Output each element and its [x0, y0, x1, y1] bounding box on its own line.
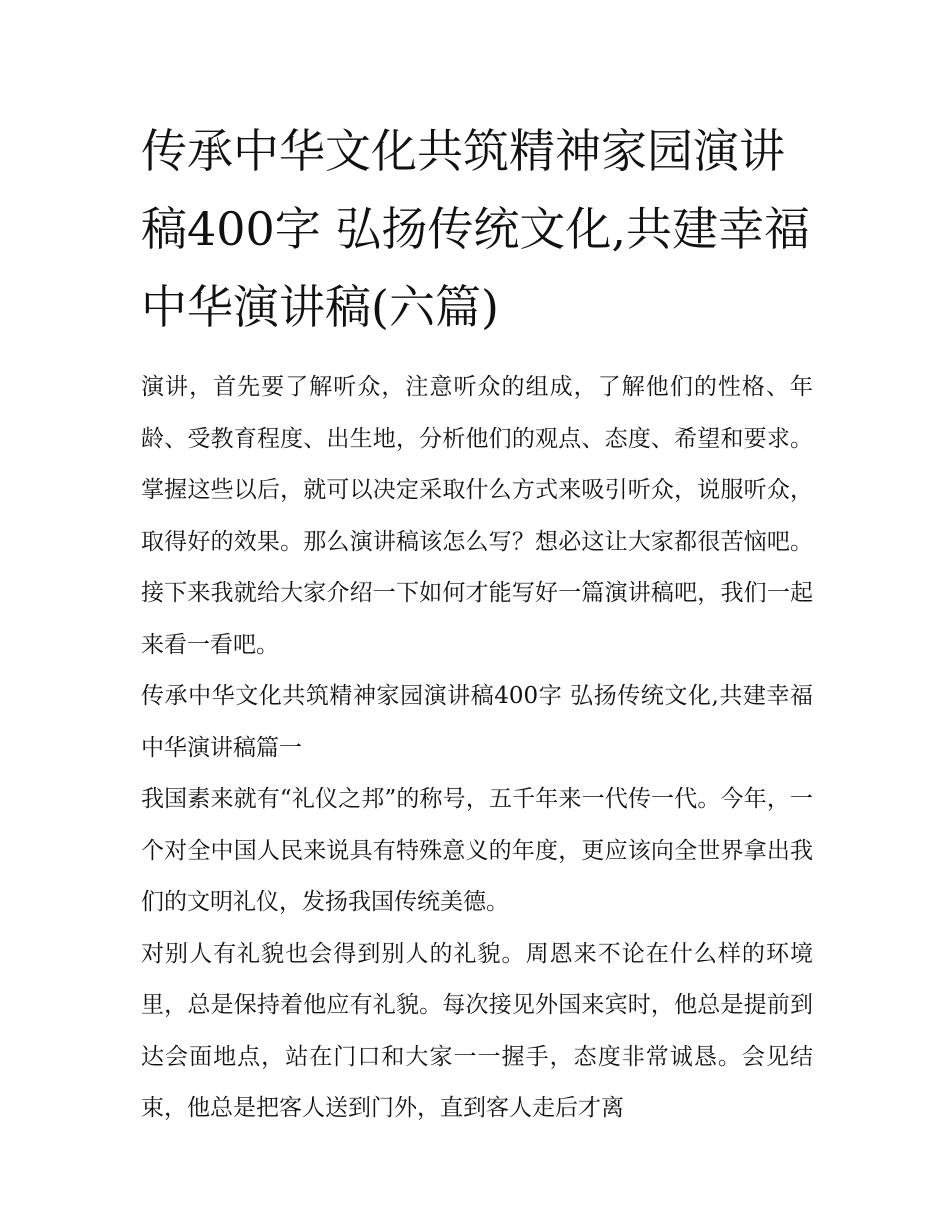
body-paragraph: 对别人有礼貌也会得到别人的礼貌。周恩来不论在什么样的环境里，总是保持着他应有礼貌。每次接见外国来宾时，他总是提前到达会面地点，站在门口和大家一一握手，态度非常诚恳。会见结束，他总是把客人送到门外，直到客人走后才离	[141, 940, 813, 1121]
document-title: 传承中华文化共筑精神家园演讲稿400字 弘扬传统文化,共建幸福中华演讲稿(六篇)	[141, 124, 811, 334]
body-paragraph: 我国素来就有“礼仪之邦”的称号，五千年来一代传一代。今年，一个对全中国人民来说具有特殊意义的年度，更应该向全世界拿出我们的文明礼仪，发扬我国传统美德。	[141, 786, 813, 915]
document-body	[141, 112, 813, 1135]
intro-paragraph: 演讲，首先要了解听众，注意听众的组成，了解他们的性格、年龄、受教育程度、出生地，分析他们的观点、态度、希望和要求。掌握这些以后，就可以决定采取什么方式来吸引听众，说服听众，取得好的效果。那么演讲稿该怎么写？想必这让大家都很苦恼吧。接下来我就给大家介绍一下如何才能写好一篇演讲稿吧，我们一起来看一看吧。	[141, 374, 813, 658]
section-heading: 传承中华文化共筑精神家园演讲稿400字 弘扬传统文化,共建幸福中华演讲稿篇一	[141, 683, 813, 761]
